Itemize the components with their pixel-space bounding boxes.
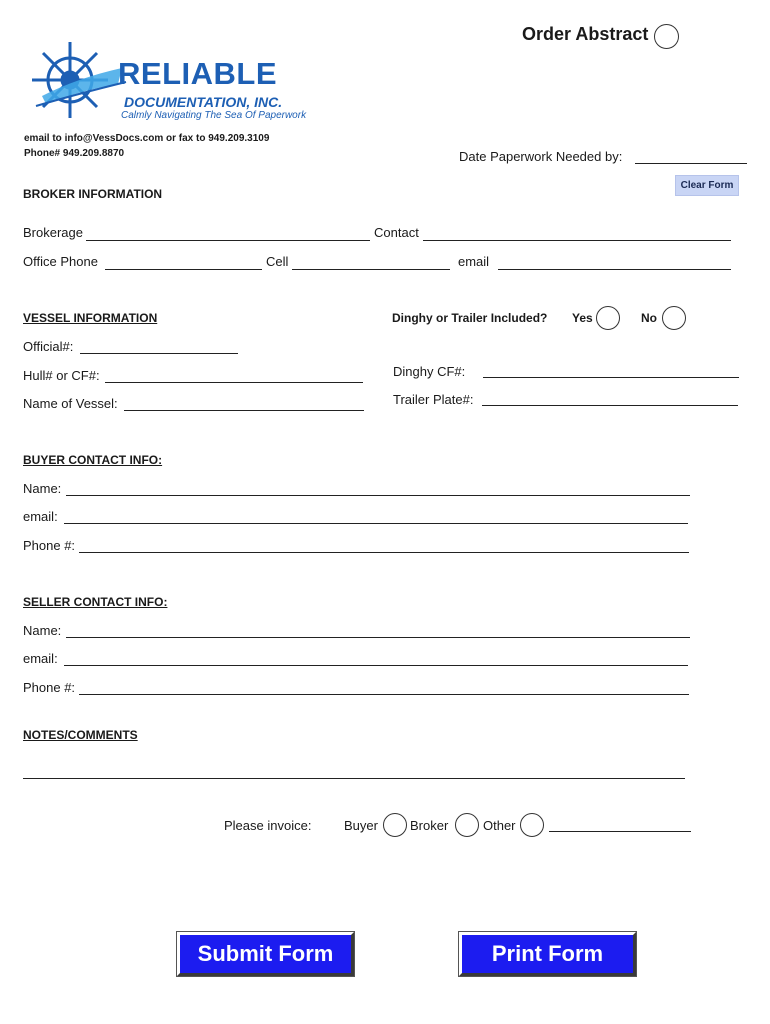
invoice-buyer-radio[interactable] <box>383 813 407 837</box>
trailer-field[interactable] <box>482 405 738 406</box>
cell-field[interactable] <box>292 269 450 270</box>
seller-phone-field[interactable] <box>79 694 689 695</box>
notes-field[interactable] <box>23 778 685 779</box>
date-needed-label: Date Paperwork Needed by: <box>459 149 623 164</box>
ship-wheel-icon <box>22 38 132 126</box>
dinghy-no-label: No <box>641 311 657 325</box>
hull-field[interactable] <box>105 382 363 383</box>
trailer-label: Trailer Plate#: <box>393 392 474 407</box>
vessel-name-field[interactable] <box>124 410 364 411</box>
buyer-phone-field[interactable] <box>79 552 689 553</box>
broker-heading: BROKER INFORMATION <box>23 187 163 201</box>
dinghy-yes-radio[interactable] <box>596 306 620 330</box>
dinghy-cf-label: Dinghy CF#: <box>393 364 466 379</box>
dinghy-no-radio[interactable] <box>662 306 686 330</box>
invoice-broker-label: Broker <box>410 818 449 833</box>
buyer-phone-label: Phone #: <box>23 538 76 553</box>
broker-email-label: email <box>458 254 490 269</box>
logo-tagline: Calmly Navigating The Sea Of Paperwork <box>121 110 307 121</box>
seller-email-field[interactable] <box>64 665 688 666</box>
dinghy-yes-label: Yes <box>572 311 593 325</box>
official-label: Official#: <box>23 339 74 354</box>
email-fax-line: email to info@VessDocs.com or fax to 949.209.3109 <box>24 133 270 144</box>
invoice-other-label: Other <box>483 818 516 833</box>
dinghy-cf-field[interactable] <box>483 377 739 378</box>
cell-label: Cell <box>266 254 289 269</box>
buyer-email-field[interactable] <box>64 523 688 524</box>
seller-phone-label: Phone #: <box>23 680 76 695</box>
submit-form-button[interactable]: Submit Form <box>177 932 354 976</box>
seller-email-label: email: <box>23 651 58 666</box>
buyer-heading: BUYER CONTACT INFO: <box>23 453 163 467</box>
seller-name-label: Name: <box>23 623 62 638</box>
logo-brand: RELIABLE <box>118 56 277 91</box>
office-phone-field[interactable] <box>105 269 262 270</box>
dinghy-question: Dinghy or Trailer Included? <box>392 311 548 325</box>
print-form-button[interactable]: Print Form <box>459 932 636 976</box>
vessel-heading: VESSEL INFORMATION <box>23 311 158 325</box>
contact-field[interactable] <box>423 240 731 241</box>
invoice-buyer-label: Buyer <box>344 818 378 833</box>
logo-subtitle: DOCUMENTATION, INC. <box>124 94 283 110</box>
buyer-name-field[interactable] <box>66 495 690 496</box>
invoice-label: Please invoice: <box>224 818 312 833</box>
broker-email-field[interactable] <box>498 269 731 270</box>
page-title: Order Abstract <box>522 24 649 44</box>
phone-line: Phone# 949.209.8870 <box>24 148 125 159</box>
seller-name-field[interactable] <box>66 637 690 638</box>
brokerage-label: Brokerage <box>23 225 83 240</box>
official-field[interactable] <box>80 353 238 354</box>
notes-heading: NOTES/COMMENTS <box>23 728 138 742</box>
buyer-name-label: Name: <box>23 481 62 496</box>
date-needed-field[interactable] <box>635 163 747 164</box>
brokerage-field[interactable] <box>86 240 370 241</box>
office-phone-label: Office Phone <box>23 254 98 269</box>
order-abstract-radio[interactable] <box>654 24 679 49</box>
invoice-other-radio[interactable] <box>520 813 544 837</box>
clear-form-button[interactable]: Clear Form <box>675 175 739 196</box>
hull-label: Hull# or CF#: <box>23 368 100 383</box>
invoice-other-field[interactable] <box>549 831 691 832</box>
vessel-name-label: Name of Vessel: <box>23 396 118 411</box>
contact-label: Contact <box>374 225 419 240</box>
invoice-broker-radio[interactable] <box>455 813 479 837</box>
buyer-email-label: email: <box>23 509 58 524</box>
seller-heading: SELLER CONTACT INFO: <box>23 595 168 609</box>
